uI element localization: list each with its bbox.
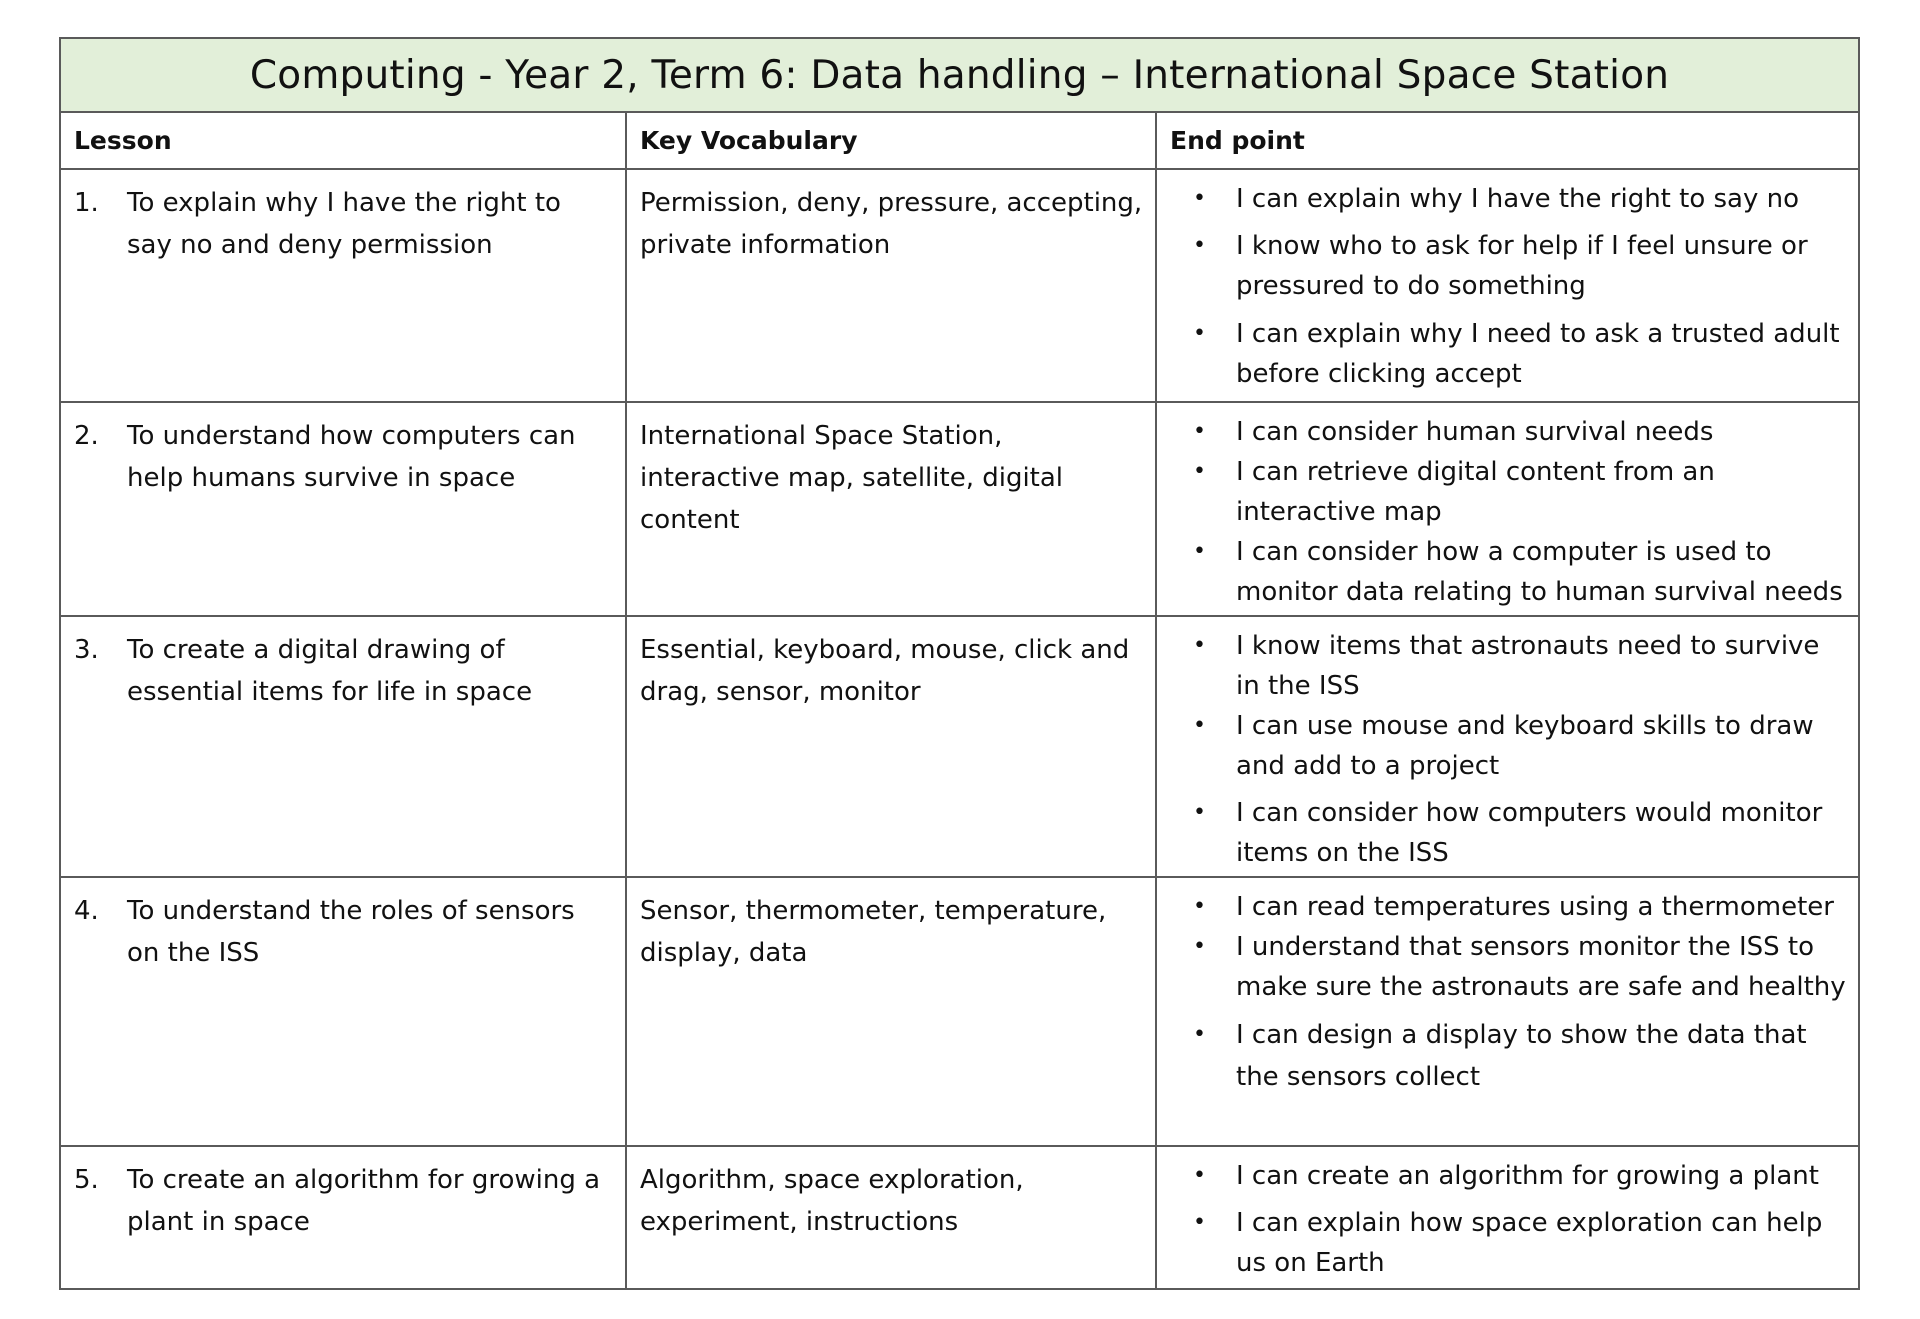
end-point-text: I can consider how computers would monitor items on the ISS [1236,798,1823,868]
lesson-objective: To create a digital drawing of essential items for life in space [127,635,533,707]
end-point-list [1157,412,1848,612]
list-item [1157,452,1848,532]
table-row [60,169,1859,402]
end-point-text: I can explain why I have the right to say no [1236,184,1800,214]
bullet-icon: • [1193,1163,1206,1188]
end-point-cell [1156,616,1859,877]
list-item [1157,706,1848,786]
end-point-text: I can read temperatures using a thermometer [1236,892,1834,922]
end-point-text: I can explain why I need to ask a trusted adult before clicking accept [1236,319,1840,389]
bullet-icon: • [1193,233,1206,258]
column-header-end-point: End point [1156,112,1859,169]
list-item [1157,626,1848,706]
bullet-icon: • [1193,800,1206,825]
table-row [60,402,1859,616]
vocabulary-cell: Algorithm, space exploration, experiment, instructions [626,1146,1156,1289]
lesson-objective: To create an algorithm for growing a plant in space [127,1165,601,1237]
column-header-lesson: Lesson [60,112,626,169]
bullet-icon: • [1193,633,1206,658]
table-row [60,1146,1859,1289]
lesson-cell [60,169,626,402]
table-header-row [60,112,1859,169]
list-item [1157,793,1848,873]
list-item [1157,927,1848,1007]
bullet-icon: • [1193,459,1206,484]
bullet-icon: • [1193,1022,1206,1047]
end-point-text: I can design a display to show the data that the sensors collect [1236,1020,1807,1092]
lesson-cell [60,877,626,1146]
end-point-text: I can consider how a computer is used to monitor data relating to human survival needs [1236,537,1843,607]
bullet-icon: • [1193,934,1206,959]
end-point-text: I can retrieve digital content from an interactive map [1236,457,1715,527]
bullet-icon: • [1193,186,1206,211]
end-point-text: I can explain how space exploration can help us on Earth [1236,1208,1823,1278]
bullet-icon: • [1193,539,1206,564]
end-point-list [1157,179,1848,394]
lesson-number: 5. [74,1165,99,1195]
lesson-objective: To understand how computers can help humans survive in space [127,421,576,493]
lesson-number: 3. [74,635,99,665]
lesson-number: 1. [74,188,99,218]
lesson-cell [60,1146,626,1289]
bullet-icon: • [1193,713,1206,738]
list-item [1157,1156,1848,1196]
end-point-list [1157,626,1848,873]
lesson-cell [60,402,626,616]
end-point-text: I can consider human survival needs [1236,417,1714,447]
end-point-text: I can create an algorithm for growing a plant [1236,1161,1819,1191]
bullet-icon: • [1193,894,1206,919]
end-point-text: I can use mouse and keyboard skills to draw and add to a project [1236,711,1814,781]
bullet-icon: • [1193,321,1206,346]
end-point-cell [1156,877,1859,1146]
lesson-objective: To understand the roles of sensors on the ISS [127,896,575,968]
lesson-objective: To explain why I have the right to say no and deny permission [127,188,561,260]
end-point-list [1157,887,1848,1098]
list-item [1157,532,1848,612]
lesson-number: 2. [74,421,99,451]
list-item [1157,226,1848,306]
list-item [1157,887,1848,927]
end-point-text: I understand that sensors monitor the ISS to make sure the astronauts are safe and healthy [1236,932,1846,1002]
list-item [1157,1014,1848,1098]
end-point-cell [1156,402,1859,616]
end-point-cell [1156,169,1859,402]
vocabulary-cell: Sensor, thermometer, temperature, display, data [626,877,1156,1146]
end-point-cell [1156,1146,1859,1289]
bullet-icon: • [1193,1210,1206,1235]
column-header-vocabulary: Key Vocabulary [626,112,1156,169]
table-row [60,877,1859,1146]
list-item [1157,1203,1848,1283]
list-item [1157,412,1848,452]
end-point-text: I know who to ask for help if I feel unsure or pressured to do something [1236,231,1808,301]
lesson-number: 4. [74,896,99,926]
lesson-table [59,37,1860,1290]
vocabulary-cell: International Space Station, interactive map, satellite, digital content [626,402,1156,616]
document-title: Computing - Year 2, Term 6: Data handling – International Space Station [60,38,1859,112]
table-row [60,616,1859,877]
end-point-text: I know items that astronauts need to survive in the ISS [1236,631,1820,701]
lesson-cell [60,616,626,877]
bullet-icon: • [1193,419,1206,444]
list-item [1157,179,1848,219]
vocabulary-cell: Permission, deny, pressure, accepting, private information [626,169,1156,402]
curriculum-sheet [59,37,1858,1290]
vocabulary-cell: Essential, keyboard, mouse, click and drag, sensor, monitor [626,616,1156,877]
list-item [1157,314,1848,394]
end-point-list [1157,1156,1848,1283]
